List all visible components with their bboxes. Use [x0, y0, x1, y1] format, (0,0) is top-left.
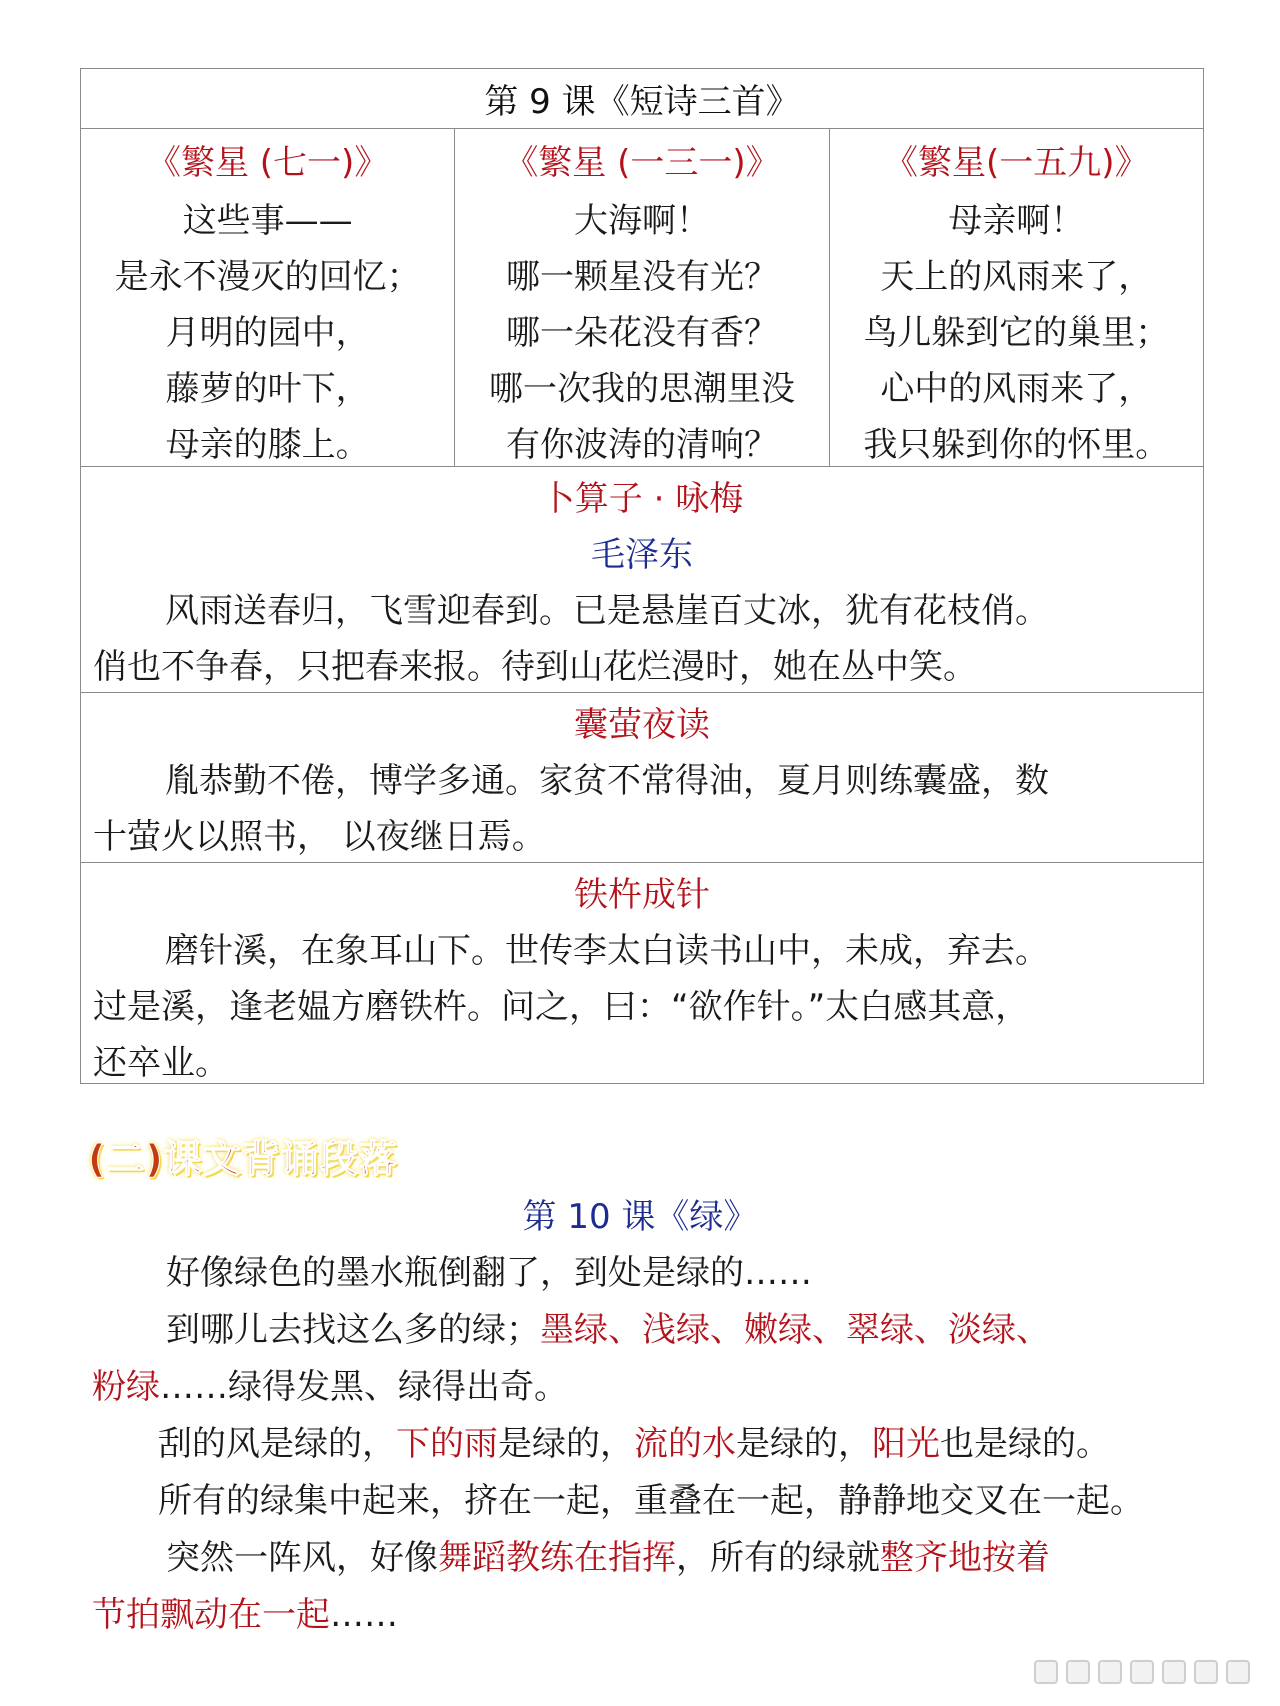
busuanzi-author: 毛泽东: [591, 535, 693, 575]
nangying-title: 囊萤夜读: [574, 705, 710, 745]
poem-line: 母亲的膝上。: [165, 425, 370, 465]
poem-line: 大海啊！: [573, 201, 710, 241]
poem-line: 天上的风雨来了，: [880, 257, 1153, 297]
watermark-square-icon: [1194, 1660, 1218, 1684]
watermark-square-icon: [1130, 1660, 1154, 1684]
paragraph: [92, 1530, 1202, 1644]
poem-title: 《繁星(一五九)》: [884, 143, 1149, 183]
watermark-square-icon: [1098, 1660, 1122, 1684]
watermark-square-icon: [1162, 1660, 1186, 1684]
text-run: 是绿的，: [736, 1424, 872, 1464]
highlight-text: 粉绿: [92, 1367, 160, 1407]
text-run: 到哪儿去找这么多的绿；: [166, 1310, 540, 1350]
text-run: ……绿得发黑、绿得出奇。: [160, 1367, 568, 1407]
tiechu-title: 铁杵成针: [574, 875, 710, 915]
tiechu-section: [81, 863, 1203, 1083]
highlight-text: 流的水: [634, 1424, 736, 1464]
poem-line: 是永不漫灭的回忆；: [114, 257, 421, 297]
nangying-text: [81, 753, 1203, 865]
watermark-icon: [1034, 1660, 1250, 1684]
busuanzi-text: [81, 583, 1203, 695]
poem-line: 母亲啊！: [948, 201, 1085, 241]
poem-line: 有你波涛的清响？: [505, 425, 778, 465]
paragraph: [92, 1473, 1202, 1530]
poem-line: 这些事——: [182, 201, 353, 241]
paragraph: [92, 1245, 1202, 1302]
poem-line: 哪一次我的思潮里没: [488, 369, 795, 409]
text-line: 十萤火以照书， 以夜继日焉。: [93, 817, 546, 857]
text-line: 风雨送春归，飞雪迎春到。已是悬崖百丈冰，犹有花枝俏。: [165, 591, 1049, 631]
text-run: 突然一阵风，好像: [166, 1538, 438, 1578]
text-run: ，所有的绿就: [676, 1538, 880, 1578]
poems-row: [81, 129, 1203, 467]
text-run: ……: [330, 1595, 398, 1635]
poem-title: 《繁星 (一三一)》: [504, 143, 780, 183]
busuanzi-title: 卜算子 · 咏梅: [540, 479, 744, 519]
watermark-square-icon: [1034, 1660, 1058, 1684]
poem-71: [81, 129, 455, 466]
nangying-section: [81, 693, 1203, 863]
poem-line: 鸟儿躲到它的巢里；: [863, 313, 1170, 353]
highlight-text: 下的雨: [396, 1424, 498, 1464]
text-line: 过是溪，逢老媪方磨铁杵。问之，曰：“欲作针。”太白感其意，: [93, 987, 1030, 1027]
text-run: 好像绿色的墨水瓶倒翻了，到处是绿的……: [166, 1253, 812, 1293]
paragraph: [92, 1416, 1202, 1473]
text-line: 还卒业。: [93, 1043, 229, 1083]
poem-title: 《繁星 (七一)》: [146, 143, 389, 183]
text-run: 是绿的，: [498, 1424, 634, 1464]
poem-159: [830, 129, 1203, 466]
poem-line: 心中的风雨来了，: [880, 369, 1153, 409]
highlight-text: 阳光: [872, 1424, 940, 1464]
busuanzi-section: [81, 467, 1203, 693]
lesson9-table: [80, 68, 1204, 1084]
poem-line: 藤萝的叶下，: [165, 369, 370, 409]
poem-line: 哪一朵花没有香？: [505, 313, 778, 353]
text-run: 所有的绿集中起来，挤在一起，重叠在一起，静静地交叉在一起。: [158, 1481, 1144, 1521]
highlight-text: 墨绿、浅绿、嫩绿、翠绿、淡绿、: [540, 1310, 1050, 1350]
lesson10-body: [92, 1245, 1202, 1644]
tiechu-text: [81, 923, 1203, 1091]
text-run: 刮的风是绿的，: [158, 1424, 396, 1464]
highlight-text: 节拍飘动在一起: [92, 1595, 330, 1635]
lesson9-title: 第 9 课《短诗三首》: [81, 69, 1203, 129]
poem-line: 我只躲到你的怀里。: [863, 425, 1170, 465]
poem-131: [455, 129, 829, 466]
paragraph: [92, 1302, 1202, 1416]
text-run: 也是绿的。: [940, 1424, 1110, 1464]
text-line: 胤恭勤不倦，博学多通。家贫不常得油，夏月则练囊盛，数: [165, 761, 1049, 801]
text-line: 磨针溪，在象耳山下。世传李太白读书山中，未成，弃去。: [165, 931, 1049, 971]
poem-line: 月明的园中，: [165, 313, 370, 353]
text-line: 俏也不争春，只把春来报。待到山花烂漫时，她在丛中笑。: [93, 647, 977, 687]
poem-line: 哪一颗星没有光？: [505, 257, 778, 297]
watermark-square-icon: [1226, 1660, 1250, 1684]
highlight-text: 舞蹈教练在指挥: [438, 1538, 676, 1578]
highlight-text: 整齐地按着: [880, 1538, 1050, 1578]
watermark-square-icon: [1066, 1660, 1090, 1684]
section-heading: (二)课文背诵段落: [88, 1137, 398, 1181]
lesson10-title: 第 10 课《绿》: [522, 1197, 758, 1237]
